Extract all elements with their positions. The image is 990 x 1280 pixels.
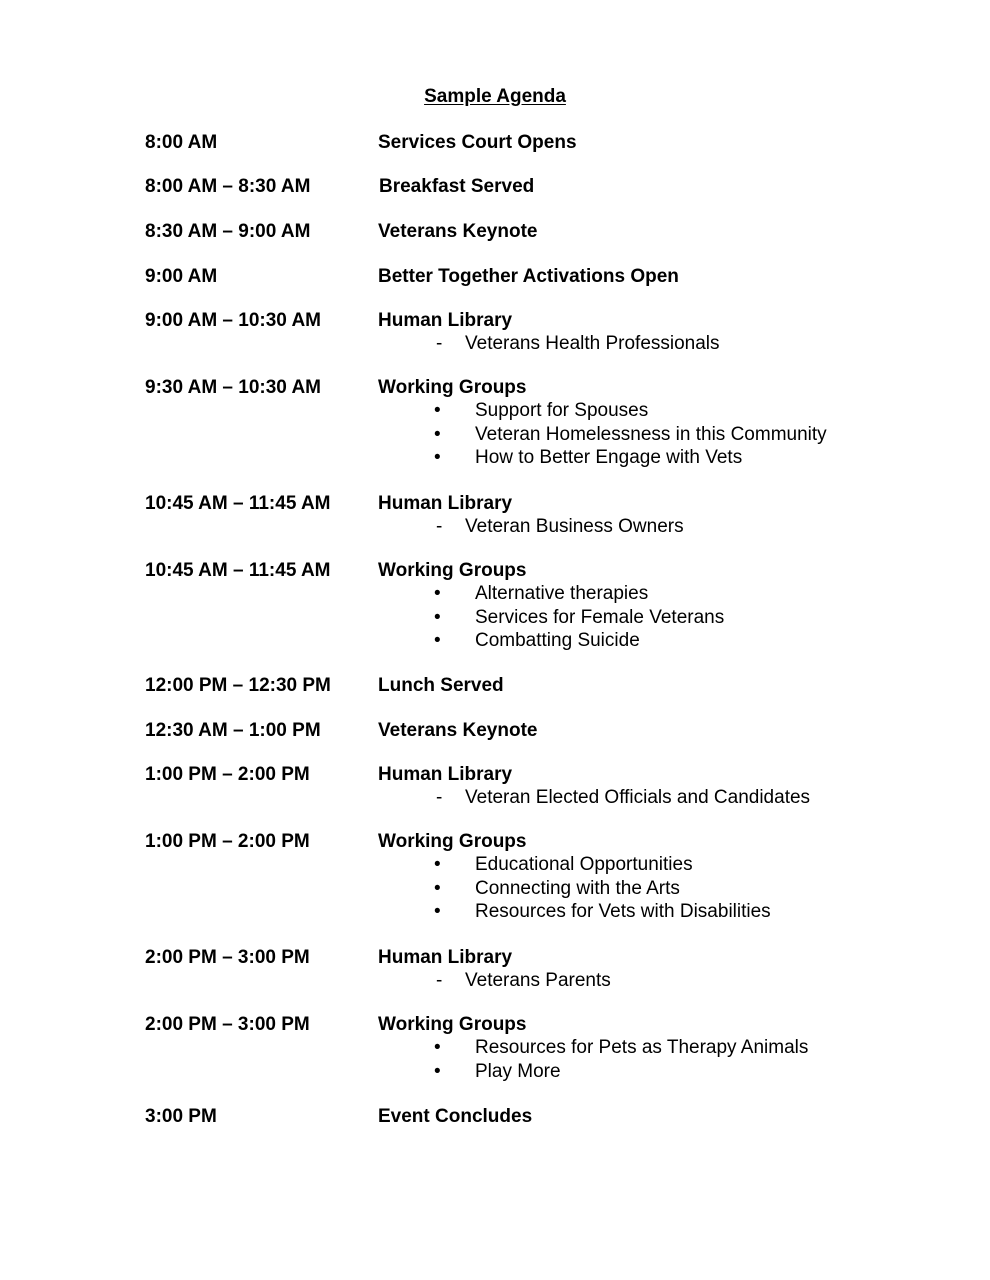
bullet-marker: • <box>434 583 441 604</box>
agenda-event: Human Library <box>378 764 513 785</box>
agenda-event: Working Groups <box>378 831 527 852</box>
sub-item-label: Combatting Suicide <box>475 630 640 651</box>
bullet-marker: • <box>434 606 441 628</box>
sub-item-label: Veteran Homelessness in this Community <box>475 423 827 445</box>
bullet-marker: • <box>434 400 441 421</box>
sub-item-label: Connecting with the Arts <box>475 877 680 899</box>
sub-item-label: Veteran Business Owners <box>465 516 684 537</box>
sub-item-label: Educational Opportunities <box>475 854 693 875</box>
sub-item-label: Support for Spouses <box>475 400 649 421</box>
bullet-marker: • <box>434 630 441 651</box>
agenda-time: 1:00 PM – 2:00 PM <box>145 764 310 785</box>
agenda-event: Lunch Served <box>378 675 504 696</box>
agenda-time: 10:45 AM – 11:45 AM <box>145 560 331 581</box>
sub-item-label: Veterans Health Professionals <box>465 333 720 354</box>
agenda-time: 9:30 AM – 10:30 AM <box>145 377 321 398</box>
page-title: Sample Agenda <box>424 86 566 107</box>
agenda-time: 2:00 PM – 3:00 PM <box>145 1014 310 1035</box>
agenda-event: Services Court Opens <box>378 132 577 153</box>
agenda-event: Human Library <box>378 947 513 968</box>
agenda-event: Human Library <box>378 493 513 514</box>
sub-item-label: Resources for Vets with Disabilities <box>475 901 771 922</box>
sub-item-label: Alternative therapies <box>475 583 649 604</box>
agenda-event: Veterans Keynote <box>378 720 538 741</box>
agenda-event: Working Groups <box>378 1014 527 1035</box>
agenda-event: Event Concludes <box>378 1106 533 1127</box>
agenda-time: 2:00 PM – 3:00 PM <box>145 947 310 968</box>
dash-marker: - <box>436 787 443 808</box>
bullet-marker: • <box>434 877 441 899</box>
sub-item-label: Veteran Elected Officials and Candidates <box>465 787 811 808</box>
agenda-time: 8:00 AM <box>145 132 218 153</box>
agenda-time: 1:00 PM – 2:00 PM <box>145 831 310 852</box>
agenda-time: 9:00 AM <box>145 266 218 287</box>
bullet-marker: • <box>434 1037 441 1058</box>
bullet-marker: • <box>434 423 441 445</box>
agenda-event: Better Together Activations Open <box>378 266 679 287</box>
sub-item-label: Play More <box>475 1060 561 1082</box>
agenda-event: Veterans Keynote <box>378 221 538 242</box>
agenda-time: 3:00 PM <box>145 1106 217 1127</box>
agenda-event: Breakfast Served <box>379 176 535 197</box>
agenda-time: 12:00 PM – 12:30 PM <box>145 675 331 696</box>
bullet-marker: • <box>434 1060 441 1082</box>
agenda-event: Human Library <box>378 310 513 331</box>
agenda-time: 8:00 AM – 8:30 AM <box>145 176 311 197</box>
bullet-marker: • <box>434 901 441 922</box>
dash-marker: - <box>436 516 443 537</box>
agenda-time: 10:45 AM – 11:45 AM <box>145 493 331 514</box>
bullet-marker: • <box>434 854 441 875</box>
agenda-time: 12:30 AM – 1:00 PM <box>145 720 321 741</box>
sub-item-label: How to Better Engage with Vets <box>475 447 743 468</box>
bullet-marker: • <box>434 447 441 468</box>
dash-marker: - <box>436 333 443 354</box>
agenda-time: 8:30 AM – 9:00 AM <box>145 221 311 242</box>
agenda-time: 9:00 AM – 10:30 AM <box>145 310 321 331</box>
dash-marker: - <box>436 970 443 991</box>
sub-item-label: Services for Female Veterans <box>475 606 725 628</box>
agenda-event: Working Groups <box>378 560 527 581</box>
sub-item-label: Veterans Parents <box>465 970 611 991</box>
agenda-event: Working Groups <box>378 377 527 398</box>
sub-item-label: Resources for Pets as Therapy Animals <box>475 1037 809 1058</box>
